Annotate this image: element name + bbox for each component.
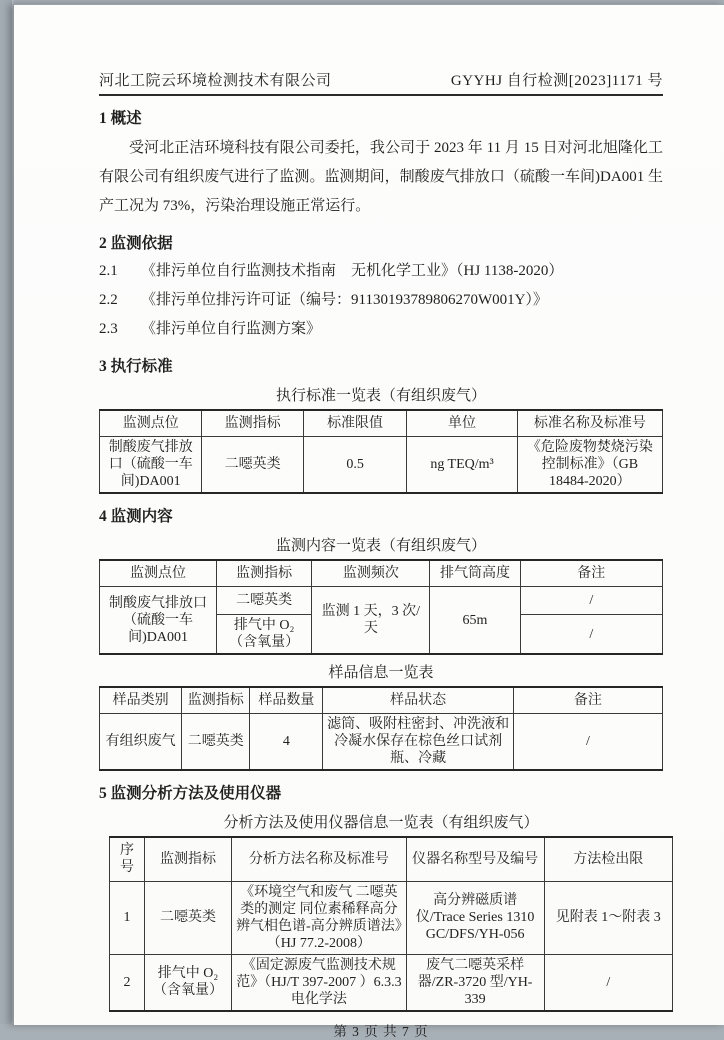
- table-row: [100, 714, 663, 771]
- detection-limit-cell: /: [544, 954, 672, 1011]
- basis-item-text: 《排污单位自行监测方案》: [141, 321, 322, 337]
- methods-table-title: 分析方法及使用仪器信息一览表（有组织废气）: [223, 815, 539, 831]
- analysis-methods-table: [109, 836, 673, 1012]
- basis-item-number: 2.1: [99, 263, 118, 279]
- section-1-heading: 1 概述: [99, 110, 142, 127]
- standard-cell: 《危险废物焚烧污染控制标准》（GB 18484-2020）: [517, 437, 662, 494]
- basis-item-1: [99, 257, 663, 286]
- column-header: 监测指标: [202, 410, 303, 437]
- content-table-title: 监测内容一览表（有组织废气）: [275, 538, 486, 554]
- table-header-row: [110, 837, 673, 881]
- column-header: 样品状态: [323, 687, 513, 714]
- table-row: [110, 881, 673, 954]
- page-content: [14, 5, 724, 1040]
- instrument-cell: 高分辨磁质谱仪/Trace Series 1310 GC/DFS/YH-056: [406, 881, 544, 954]
- remark-cell: /: [513, 714, 662, 771]
- column-header: 监测指标: [217, 560, 312, 587]
- table-header-row: [100, 687, 663, 714]
- section-4-heading: 4 监测内容: [99, 508, 173, 525]
- document-page: [13, 4, 724, 1039]
- sample-state-cell: 滤筒、吸附柱密封、冲洗液和冷凝水保存在棕色丝口试剂瓶、冷藏: [323, 714, 513, 771]
- method-cell: 《环境空气和废气 二噁英类的测定 同位素稀释高分辨气相色谱-高分辨质谱法》（HJ 77.2-2008）: [232, 881, 407, 954]
- column-header: 监测点位: [100, 410, 202, 437]
- column-header: 监测指标: [182, 687, 250, 714]
- sample-category-cell: 有组织废气: [100, 714, 182, 771]
- basis-item-text: 《排污单位排污许可证（编号：91130193789806270W001Y）》: [141, 292, 548, 308]
- section-5-heading: 5 监测分析方法及使用仪器: [99, 785, 282, 802]
- column-header: 样品类别: [100, 687, 182, 714]
- document-header: [99, 69, 663, 96]
- overview-paragraph: 受河北正洁环境科技有限公司委托，我公司于 2023 年 11 月 15 日对河北旭隆化工有限公司有组织废气进行了监测。监测期间，制酸废气排放口（硫酸一车间)DA001 生产工况为 73%，污染治理设施正常运行。: [99, 140, 663, 214]
- frequency-cell: 监测 1 天，3 次/天: [312, 587, 430, 655]
- indicator-cell: 排气中 O₂（含氧量）: [217, 615, 312, 655]
- company-name: 河北工院云环境检测技术有限公司: [99, 73, 332, 89]
- stack-height-cell: 65m: [430, 587, 520, 655]
- page-footer: 第 3 页 共 7 页: [333, 1023, 429, 1039]
- sample-quantity-cell: 4: [250, 714, 323, 771]
- basis-item-text: 《排污单位自行监测技术指南 无机化学工业》（HJ 1138-2020）: [141, 263, 564, 279]
- column-header: 监测频次: [312, 560, 430, 587]
- indicator-cell: 二噁英类: [144, 881, 231, 954]
- standards-table: [99, 409, 663, 494]
- remark-cell: /: [520, 615, 662, 655]
- table-header-row: [100, 560, 663, 587]
- document-number: GYYHJ 自行检测[2023]1171 号: [450, 73, 663, 89]
- detection-limit-cell: 见附表 1～附表 3: [544, 881, 672, 954]
- column-header: 分析方法名称及标准号: [232, 837, 407, 881]
- indicator-cell: 二噁英类: [217, 587, 312, 615]
- table-row: [100, 587, 663, 615]
- basis-item-number: 2.2: [99, 292, 118, 308]
- monitoring-point-cell: 制酸废气排放口（硫酸一车间)DA001: [100, 587, 217, 655]
- column-header: 方法检出限: [544, 837, 672, 881]
- sample-info-table: [99, 686, 663, 771]
- remark-cell: /: [520, 587, 662, 615]
- table-row: [100, 437, 663, 494]
- column-header: 标准名称及标准号: [517, 410, 662, 437]
- basis-item-3: [99, 315, 663, 344]
- sequence-cell: 1: [110, 881, 145, 954]
- indicator-cell: 二噁英类: [202, 437, 303, 494]
- sample-table-title: 样品信息一览表: [328, 665, 434, 681]
- monitoring-content-table: [99, 559, 663, 655]
- section-2-heading: 2 监测依据: [99, 235, 173, 252]
- monitoring-point-cell: 制酸废气排放口（硫酸一车间)DA001: [100, 437, 202, 494]
- column-header: 排气筒高度: [430, 560, 520, 587]
- method-cell: 《固定源废气监测技术规范》（HJ/T 397-2007 ）6.3.3 电化学法: [232, 954, 407, 1011]
- column-header: 标准限值: [303, 410, 407, 437]
- table-header-row: [100, 410, 663, 437]
- table-row: [110, 954, 673, 1011]
- column-header: 单位: [407, 410, 517, 437]
- column-header: 备注: [513, 687, 662, 714]
- basis-item-2: [99, 286, 663, 315]
- section-3-heading: 3 执行标准: [99, 358, 173, 375]
- column-header: 监测点位: [100, 560, 217, 587]
- unit-cell: ng TEQ/m³: [407, 437, 517, 494]
- indicator-cell: 二噁英类: [182, 714, 250, 771]
- column-header: 序号: [110, 837, 145, 881]
- sequence-cell: 2: [110, 954, 145, 1011]
- standards-table-title: 执行标准一览表（有组织废气）: [275, 388, 486, 404]
- limit-cell: 0.5: [303, 437, 407, 494]
- indicator-cell: 排气中 O₂（含氧量）: [144, 954, 231, 1011]
- column-header: 仪器名称型号及编号: [406, 837, 544, 881]
- column-header: 监测指标: [144, 837, 231, 881]
- column-header: 备注: [520, 560, 662, 587]
- column-header: 样品数量: [250, 687, 323, 714]
- basis-item-number: 2.3: [99, 321, 118, 337]
- instrument-cell: 废气二噁英采样器/ZR-3720 型/YH-339: [406, 954, 544, 1011]
